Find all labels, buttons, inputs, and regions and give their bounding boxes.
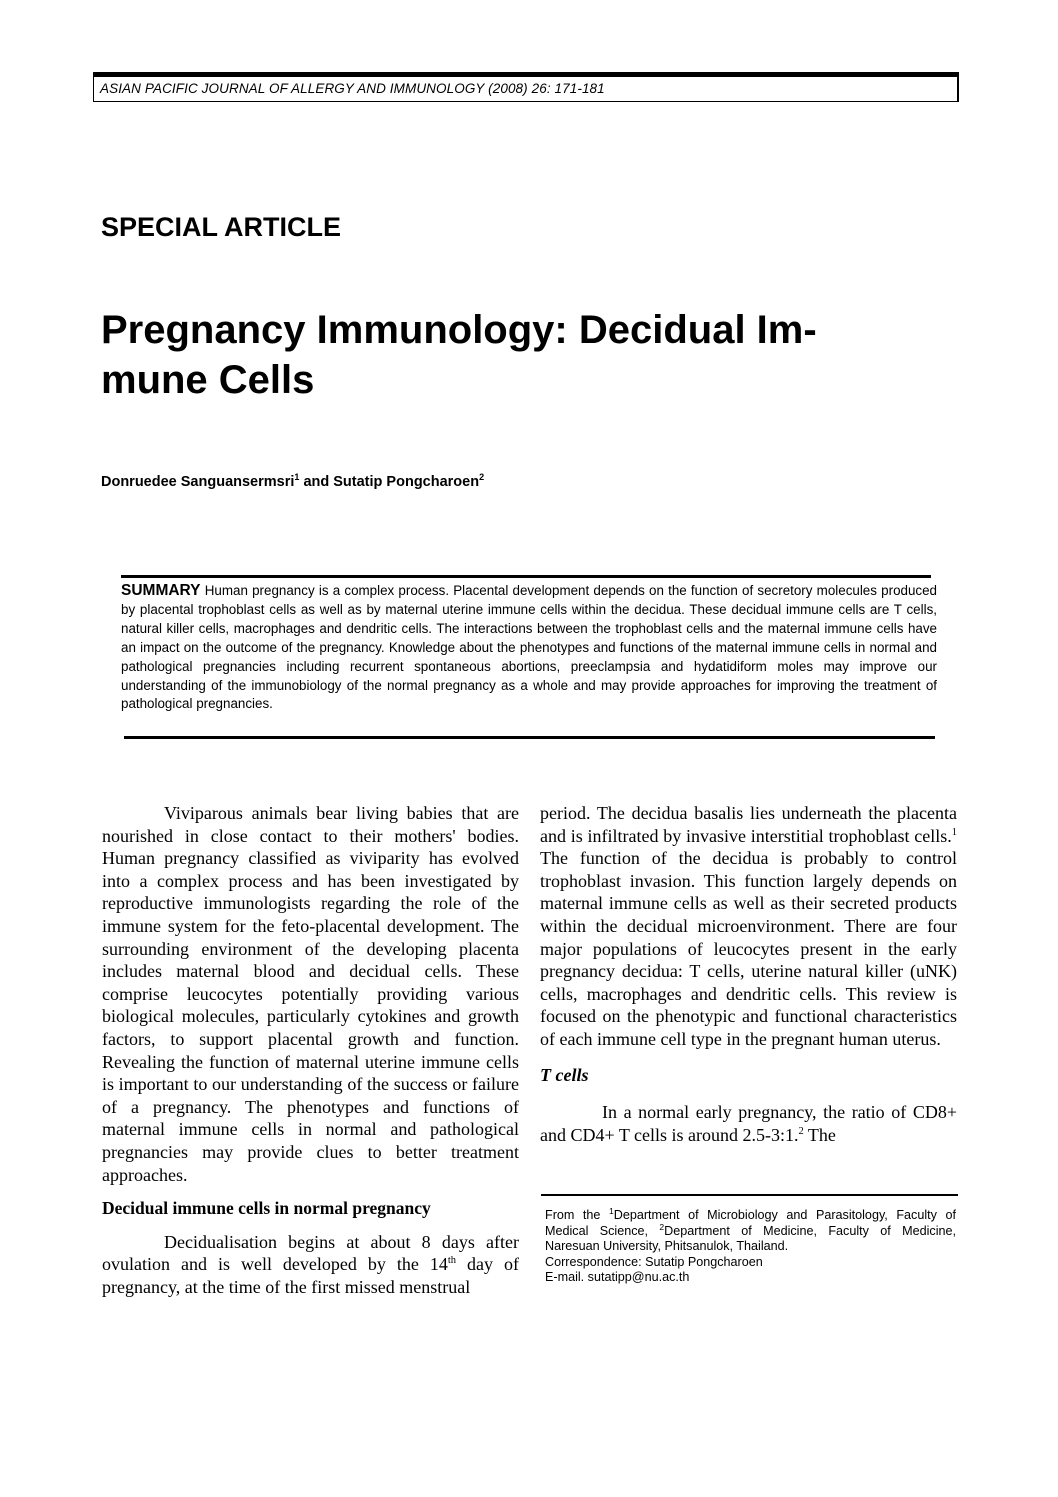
- t-cells-paragraph: [540, 1101, 957, 1146]
- section-heading-t-cells: T cells: [540, 1064, 589, 1085]
- t-cells-text-b: The: [803, 1124, 836, 1145]
- summary-block: [121, 582, 937, 714]
- footnote-affiliation-1: Department of Microbiology and Parasitology, Faculty of Medical Science,: [545, 1208, 956, 1238]
- footnote-rule: [541, 1194, 958, 1196]
- author-1-affiliation-mark: 1: [294, 472, 300, 482]
- section-label: SPECIAL ARTICLE: [101, 212, 342, 242]
- body-column-right: [540, 802, 957, 1146]
- footnote-correspondence: Correspondence: Sutatip Pongcharoen: [545, 1254, 763, 1269]
- body-column-left: [102, 802, 519, 1298]
- footnote-mark-1: 1: [609, 1206, 614, 1216]
- footnote-affiliation-2: Department of Medicine, Faculty of Medicine, Naresuan University, Phitsanulok, Thailand.: [545, 1223, 956, 1254]
- reference-mark-2: 2: [798, 1125, 804, 1137]
- affiliation-footnote: [545, 1208, 956, 1286]
- decidua-text-b: The function of the decidua is probably to control trophoblast invasion. This function largely depends on maternal immune cells as well as their secreted products within the decidual microenvironment. There are four major populations of leucocytes present in the early pregnancy decidua: T cells, uterine natural killer (uNK) cells, macrophages and dendritic cells. This review is focused on the phenotypic and functional characteristics of each immune cell type in the pregnant human uterus.: [540, 848, 957, 1049]
- decidualisation-paragraph: [102, 1231, 519, 1299]
- author-2-affiliation-mark: 2: [479, 472, 485, 482]
- summary-text: Human pregnancy is a complex process. Placental development depends on the function of secretory molecules produced by placental trophoblast cells as well as by maternal uterine immune cells within the decidua. These decidual immune cells are T cells, natural killer cells, macrophages and dendritic cells. The interactions between the trophoblast cells and the maternal immune cells have an impact on the outcome of the pregnancy. Knowledge about the phenotypes and functions of the maternal immune cells in normal and pathological pregnancies including recurrent spontaneous abortions, preeclampsia and hydatidiform moles may improve our understanding of the immunobiology of the normal pregnancy as a whole and may provide approaches for improving the treatment of pathological pregnancies.: [121, 583, 937, 712]
- footnote-email: E-mail. sutatipp@nu.ac.th: [545, 1270, 690, 1285]
- author-1: Donruedee Sanguansermsri: [101, 474, 295, 490]
- intro-paragraph: Viviparous animals bear living babies that are nourished in close contact to their mothers' bodies. Human pregnancy classified as viviparity has evolved into a complex process and has been investigated by reproductive immunologists regarding the role of the immune system for the feto-placental development. The surrounding environment of the developing placenta includes maternal blood and decidual cells. These comprise leucocytes potentially providing various biological molecules, particularly cytokines and growth factors, to support placental growth and function. Revealing the function of maternal uterine immune cells is important to our understanding of the success or failure of a pregnancy. The phenotypes and functions of maternal immune cells in normal and pathological pregnancies may provide clues to better treatment approaches.: [102, 803, 519, 1185]
- decidua-text-a: period. The decidua basalis lies underneath the placenta and is infiltrated by invasive interstitial trophoblast cells.: [540, 803, 957, 846]
- author-joiner: and: [299, 474, 334, 490]
- journal-header-box: [93, 72, 959, 102]
- reference-mark-1: 1: [951, 826, 957, 838]
- section-heading-decidual: Decidual immune cells in normal pregnancy: [102, 1198, 431, 1219]
- ordinal-suffix: th: [447, 1255, 457, 1267]
- article-title: [101, 305, 941, 405]
- summary-top-rule: [121, 575, 931, 578]
- decidualisation-text-a: Decidualisation begins at about 8 days after ovulation and is well developed by the 14: [102, 1231, 519, 1275]
- article-title-line-2: mune Cells: [101, 358, 315, 402]
- decidualisation-text-b: day of pregnancy, at the time of the first missed menstrual: [102, 1254, 520, 1297]
- decidua-continuation-paragraph: [540, 802, 957, 1051]
- footnote-from: From the: [545, 1208, 609, 1222]
- author-list: [101, 472, 484, 490]
- author-2: Sutatip Pongcharoen: [333, 474, 480, 490]
- footnote-mark-2: 2: [659, 1221, 665, 1232]
- summary-label: SUMMARY: [121, 582, 201, 599]
- t-cells-text-a: In a normal early pregnancy, the ratio of CD8+ and CD4+ T cells is around 2.5-3:1.: [540, 1102, 957, 1145]
- summary-bottom-rule: [124, 736, 935, 739]
- article-title-line-1: Pregnancy Immunology: Decidual Im-: [101, 308, 817, 352]
- journal-citation: ASIAN PACIFIC JOURNAL OF ALLERGY AND IMMUNOLOGY (2008) 26: 171-181: [100, 81, 605, 96]
